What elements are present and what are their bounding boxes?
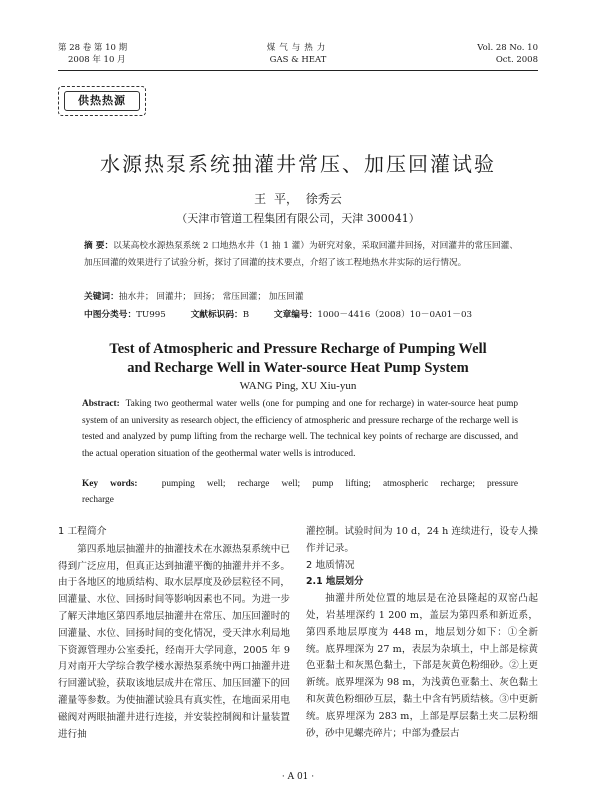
doc-code-label: 文献标识码： (190, 310, 243, 320)
date-cn: 2008 年 10 月 (68, 55, 126, 65)
subsection-2-1-paragraph: 抽灌井所处位置的地层是在沧县隆起的双窑凸起处，岩基埋深约 1 200 m，盖层为第四系和新近系，第四系地层厚度为 448 m，地层划分如下：①全新统。底界埋深为 27 m，表层为杂填土，中上部是棕黄色亚黏土和灰黑色黏土，下部是灰黄色粉细砂。②上更新统。底界埋深为 98 m，为浅黄色亚黏土、灰色黏土和灰黄色粉细砂互层，黏土中含有钙质结核。③中更新统。底界埋深为 283 m，上部是厚层黏土夹二层粉细砂，砂中见螺壳碎片；中部为叠层古 (306, 593, 538, 739)
paper-title-en (0, 340, 596, 378)
subsection-2-1-heading: 2.1 地层划分 (306, 576, 364, 588)
article-no-value: 1000－4416（2008）10－0A01－03 (317, 310, 473, 320)
abstract-cn (84, 238, 518, 272)
affiliation-cn: （天津市管道工程集团有限公司，天津 300041） (176, 212, 420, 225)
keywords-cn (84, 290, 304, 304)
keywords-en-label: Key words: (82, 479, 138, 489)
header-right (477, 42, 538, 66)
authors-en: WANG Ping, XU Xiu-yun (239, 380, 357, 392)
abstract-en-label: Abstract: (82, 399, 120, 409)
volume-issue-cn: 第 28 卷 第 10 期 (58, 43, 128, 53)
keywords-cn-text: 抽水井； 回灌井； 回扬； 常压回灌； 加压回灌 (118, 292, 304, 302)
paper-title-cn: 水源热泵系统抽灌井常压、加压回灌试验 (100, 152, 496, 176)
article-no-label: 文章编号： (273, 310, 318, 320)
section-2-heading: 2 地质情况 (306, 559, 355, 571)
paragraph-continuation: 灌控制。试验时间为 10 d，24 h 连续进行，设专人操作并记录。 (306, 526, 538, 554)
column-badge-label: 供热热源 (64, 91, 140, 111)
abstract-en-text: Taking two geothermal water wells (one for pumping and one for recharge) in water-source heat pump system of an university as research object, the efficiency of atmospheric and pressure recharge of the recharge well is tested and analyzed by pump lifting from the recharge well. The technical key points of recharge are discussed, and the actual operation situation of the geothermal water wells is introduced. (82, 399, 519, 459)
abstract-cn-label: 摘 要： (84, 241, 114, 251)
paper-title-en-line1: Test of Atmospheric and Pressure Recharge of Pumping Well (109, 341, 487, 357)
page-number: · A 01 · (281, 772, 315, 782)
body-column-right (306, 524, 538, 742)
section-1-paragraph: 第四系地层抽灌井的抽灌技术在水源热泵系统中已得到广泛应用，但真正达到抽灌平衡的抽灌井并不多。由于各地区的地质结构、取水层厚度及砂层粒径不同，回灌量、水位、回扬时间等影响因素也不同。为进一步了解天津地区第四系地层抽灌井在常压、加压回灌时的回灌量、水位、回扬时间的变化情况，受天津水利局地下资源管理办公室委托，经南开大学同意，2005 年 9 月对南开大学综合教学楼水源热泵系统中两口抽灌井进行回灌试验，获取该地层成井在常压、加压回灌下的回灌量等参数。为使抽灌试验具有真实性，在地面采用电磁阀对两眼抽灌井进行连接，并安装控制阀和计量装置进行抽 (58, 543, 290, 740)
keywords-cn-label: 关键词： (84, 292, 119, 302)
keywords-en (82, 476, 518, 493)
volume-issue-en: Vol. 28 No. 10 (477, 43, 538, 53)
section-1-heading: 1 工程简介 (58, 526, 107, 537)
date-en: Oct. 2008 (495, 55, 538, 65)
abstract-cn-text: 以某高校水源热泵系统 2 口地热水井（1 抽 1 灌）为研究对象，采取回灌井回扬，对回灌井的常压回灌、加压回灌的效果进行了试验分析，探讨了回灌的技术要点，介绍了该工程地热水井实际的运行情况。 (84, 241, 519, 268)
body-column-left (58, 524, 290, 743)
header-rule (58, 70, 538, 71)
authors-cn: 王 平， 徐秀云 (254, 192, 342, 206)
journal-name-cn: 煤气与热力 (266, 43, 330, 53)
abstract-en (82, 396, 518, 462)
keywords-en-cont: recharge (82, 495, 114, 505)
column-badge (58, 86, 146, 116)
keywords-en-line1: pumping well; recharge well; pump lifting; atmospheric recharge; pressure (161, 479, 518, 489)
journal-name-en: GAS & HEAT (269, 55, 327, 65)
classification-cn (84, 308, 472, 322)
clc-label: 中图分类号： (84, 310, 137, 320)
paper-title-en-line2: and Recharge Well in Water-source Heat Pump System (127, 360, 469, 376)
clc-value: TU995 (136, 310, 166, 320)
doc-code-value: B (242, 310, 250, 320)
